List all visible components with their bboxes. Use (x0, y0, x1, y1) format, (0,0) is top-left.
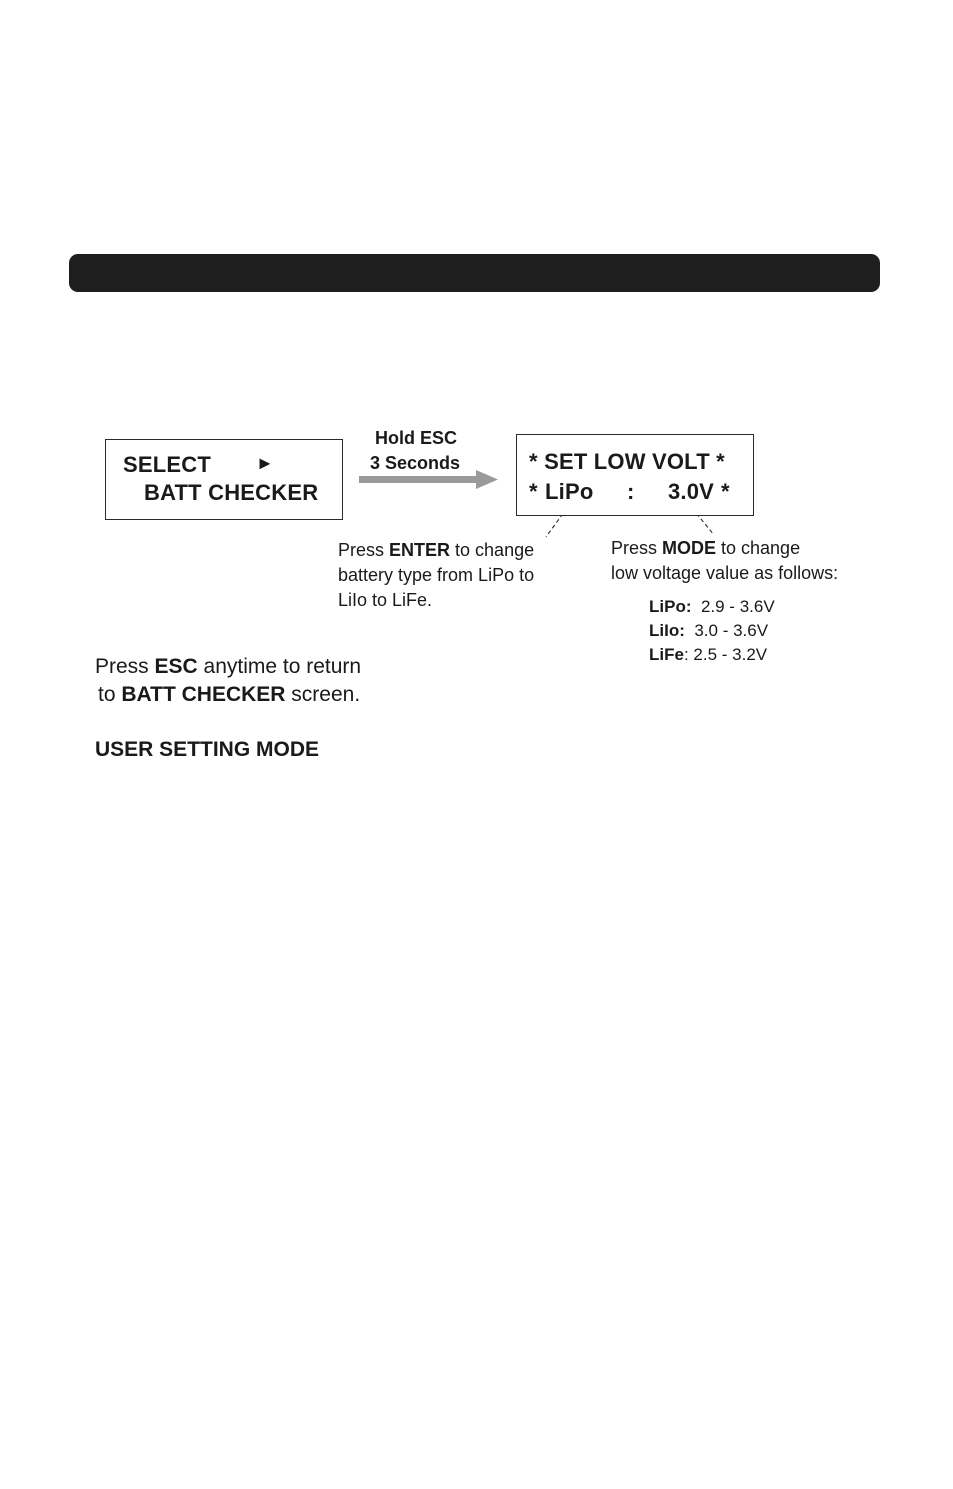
esc-instructions (95, 653, 361, 709)
user-setting-mode-heading: USER SETTING MODE (95, 738, 320, 761)
set-low-volt-label: * SET LOW VOLT * (529, 449, 725, 474)
select-label: SELECT (123, 452, 211, 477)
batt-checker-label: BATT CHECKER (144, 480, 319, 505)
low-voltage-value: 3.0V (668, 479, 715, 504)
enter-line-1: Press ENTER to change (338, 540, 535, 560)
mode-instructions (611, 536, 838, 586)
left-star: * (529, 479, 538, 504)
enter-instructions (338, 538, 534, 613)
esc-line-1: Press ESC anytime to return (95, 655, 362, 678)
separator-colon: : (627, 479, 635, 504)
right-star: * (721, 479, 730, 504)
battery-type-value: LiPo (545, 479, 594, 504)
mode-line-1: Press MODE to change (611, 538, 801, 558)
esc-key: ESC (154, 655, 198, 678)
batt-checker-key: BATT CHECKER (121, 683, 286, 706)
enter-key: ENTER (389, 540, 451, 560)
enter-line-2: battery type from LiPo to (338, 565, 535, 585)
mode-key: MODE (662, 538, 717, 558)
range-row-life: LiFe: 2.5 - 3.2V (649, 645, 768, 664)
hold-esc-label: Hold ESC (375, 428, 458, 448)
range-row-lipo: LiPo: 2.9 - 3.6V (649, 597, 775, 616)
enter-line-3: LiIo to LiFe. (338, 590, 433, 610)
esc-line-2: to BATT CHECKER screen. (98, 683, 361, 706)
range-row-liio: LiIo: 3.0 - 3.6V (649, 621, 769, 640)
mode-line-2: low voltage value as follows: (611, 563, 839, 583)
low-volt-screen-display (516, 434, 754, 516)
three-seconds-label: 3 Seconds (370, 453, 461, 473)
right-arrow-icon (359, 470, 498, 489)
play-arrow-icon: ► (256, 453, 275, 473)
